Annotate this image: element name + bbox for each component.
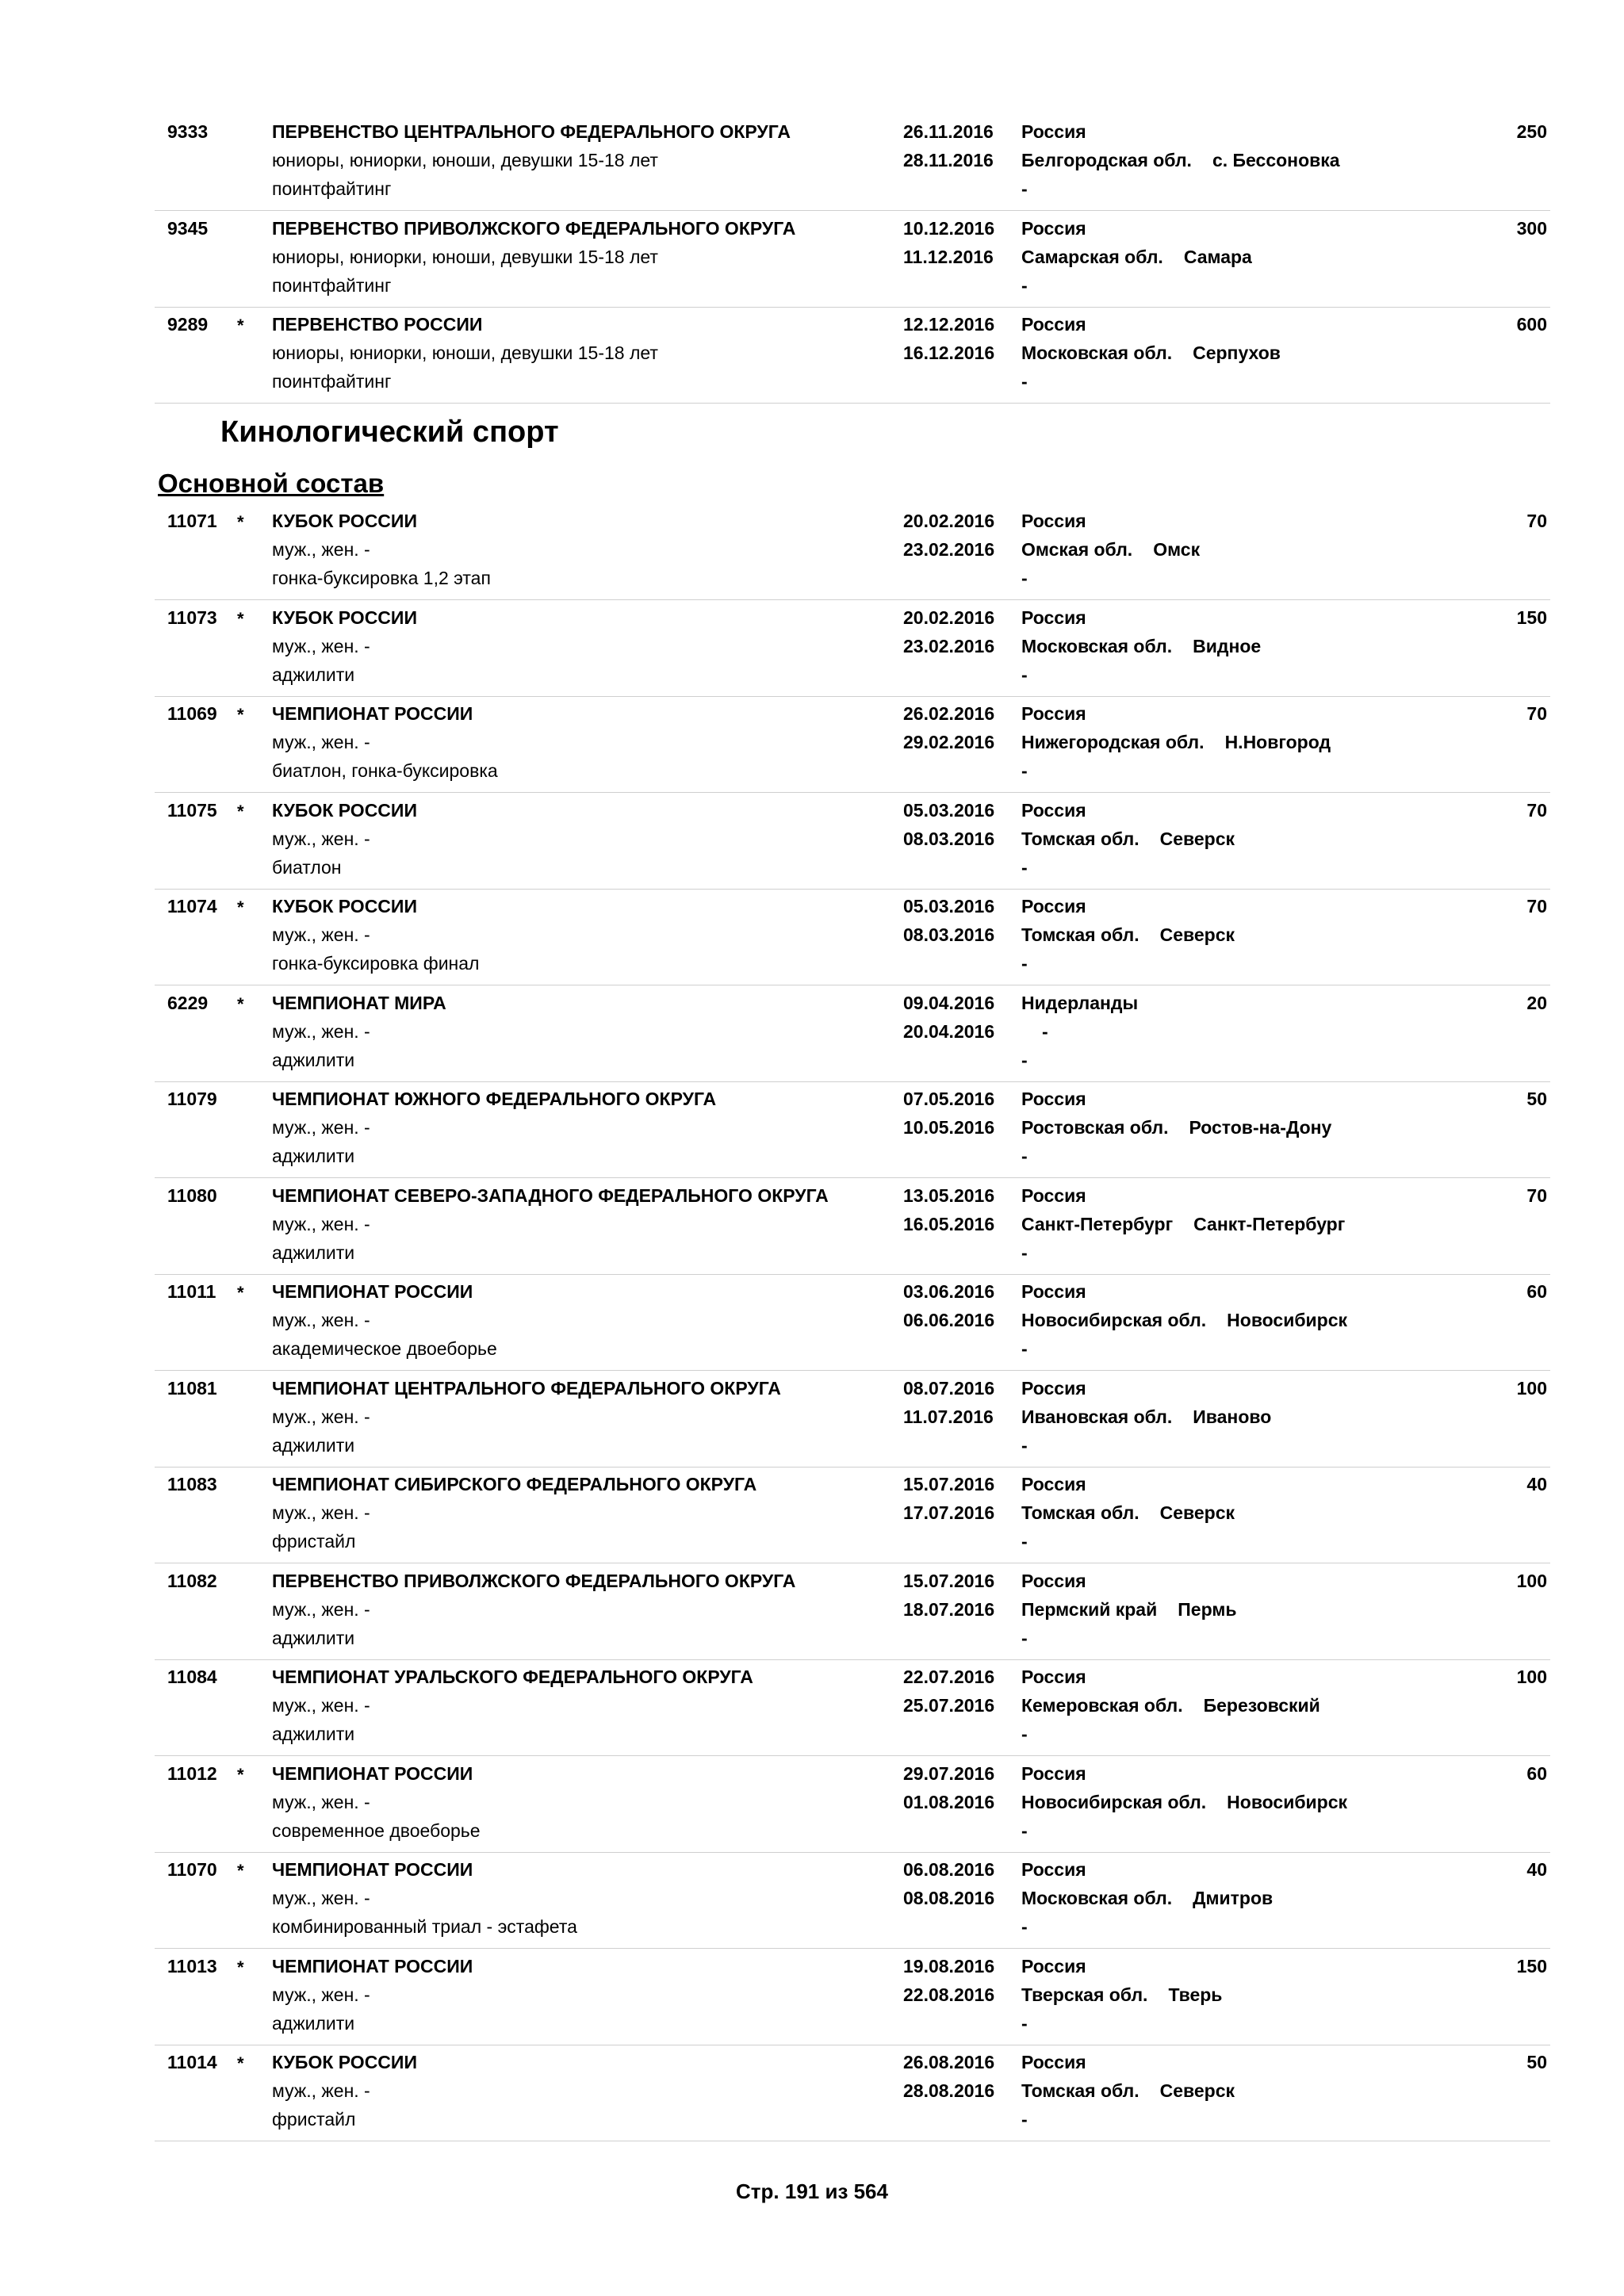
event-region: Нижегородская обл.: [1021, 732, 1205, 752]
event-city: Пермь: [1178, 1598, 1237, 1620]
event-venue-placeholder: -: [1021, 1434, 1028, 1456]
event-country: Россия: [1021, 1184, 1086, 1206]
event-country: Россия: [1021, 1474, 1086, 1494]
event-date-start: 05.03.2016: [903, 896, 995, 916]
priority-star-mark: *: [237, 801, 244, 821]
event-id: 11082: [167, 1570, 217, 1591]
event-participant-count: 70: [1526, 1184, 1547, 1206]
event-venue-placeholder: -: [1021, 274, 1028, 296]
event-location: [1021, 535, 1200, 564]
event-discipline: аджилити: [272, 1434, 355, 1456]
event-region: Московская обл.: [1021, 635, 1173, 656]
event-location: [1021, 2076, 1235, 2105]
event-id: 11075: [167, 799, 217, 821]
event-entry: [155, 211, 1550, 308]
event-city: Дмитров: [1193, 1888, 1274, 1908]
event-date-start: 06.08.2016: [903, 1859, 995, 1880]
event-venue-placeholder: -: [1021, 1049, 1028, 1070]
event-title: ЧЕМПИОНАТ ЮЖНОГО ФЕДЕРАЛЬНОГО ОКРУГА: [272, 1089, 717, 1109]
event-title: ПЕРВЕНСТВО ПРИВОЛЖСКОГО ФЕДЕРАЛЬНОГО ОКРУГА: [272, 1570, 796, 1591]
event-participants: муж., жен. -: [272, 1310, 370, 1330]
event-id: 11081: [167, 1377, 217, 1399]
event-city: Самара: [1183, 246, 1252, 267]
event-city: Серпухов: [1193, 342, 1281, 363]
event-discipline: гонка-буксировка 1,2 этап: [272, 568, 491, 588]
event-entry: [155, 114, 1550, 211]
event-region: Томская обл.: [1021, 2080, 1139, 2101]
event-country: Россия: [1021, 1089, 1086, 1109]
event-title: ЧЕМПИОНАТ УРАЛЬСКОГО ФЕДЕРАЛЬНОГО ОКРУГА: [272, 1667, 753, 1687]
priority-star-mark: *: [237, 1957, 244, 1977]
event-region: Ростовская обл.: [1021, 1117, 1169, 1138]
event-id: 11083: [167, 1474, 217, 1494]
event-venue-placeholder: -: [1021, 760, 1028, 781]
event-city: с. Бессоновка: [1212, 150, 1340, 170]
event-date-start: 07.05.2016: [903, 1089, 995, 1109]
event-participants: муж., жен. -: [272, 1984, 370, 2005]
event-discipline: фристайл: [272, 2109, 356, 2130]
event-title: ЧЕМПИОНАТ РОССИИ: [272, 1281, 473, 1302]
event-date-end: 11.07.2016: [903, 1406, 994, 1427]
event-date-start: 05.03.2016: [903, 799, 995, 821]
event-region: Кемеровская обл.: [1021, 1695, 1183, 1716]
event-id: 11079: [167, 1089, 217, 1109]
event-venue-placeholder: -: [1021, 664, 1028, 685]
event-participant-count: 40: [1526, 1859, 1547, 1880]
event-participant-count: 70: [1526, 511, 1547, 531]
event-participant-count: 20: [1526, 992, 1547, 1013]
event-participant-count: 150: [1516, 1955, 1547, 1976]
event-country: Россия: [1021, 799, 1086, 821]
subsection-title: Основной состав: [158, 469, 385, 498]
event-region: Томская обл.: [1021, 828, 1139, 849]
event-entry: [155, 1563, 1550, 1660]
event-date-start: 15.07.2016: [903, 1570, 995, 1591]
event-city: Северск: [1159, 1502, 1235, 1523]
event-venue-placeholder: -: [1021, 1338, 1028, 1359]
event-city: Тверь: [1168, 1984, 1223, 2005]
event-entry: [155, 1852, 1550, 1949]
event-entry: [155, 600, 1550, 697]
priority-star-mark: *: [237, 512, 244, 532]
event-date-end: 16.05.2016: [903, 1213, 995, 1234]
event-id: 11069: [167, 703, 217, 724]
event-discipline: поинтфайтинг: [272, 371, 392, 392]
event-region: Томская обл.: [1021, 1502, 1139, 1523]
event-date-end: 10.05.2016: [903, 1117, 995, 1138]
event-participants: муж., жен. -: [272, 1213, 370, 1234]
event-participants: юниоры, юниорки, юноши, девушки 15-18 лет: [272, 150, 658, 170]
event-country: Россия: [1021, 1667, 1086, 1687]
event-title: КУБОК РОССИИ: [272, 896, 417, 916]
event-discipline: аджилити: [272, 1049, 355, 1070]
event-date-end: 28.11.2016: [903, 150, 994, 170]
event-id: 9345: [167, 217, 209, 239]
event-date-start: 09.04.2016: [903, 992, 995, 1013]
event-date-end: 22.08.2016: [903, 1984, 995, 2005]
event-venue-placeholder: -: [1021, 371, 1028, 392]
event-participant-count: 70: [1526, 896, 1547, 916]
event-entry: [155, 1371, 1550, 1468]
event-participants: муж., жен. -: [272, 1791, 370, 1812]
event-location: [1021, 1980, 1222, 2009]
page-footer: Стр. 191 из 564: [736, 2179, 888, 2203]
event-participants: муж., жен. -: [272, 1888, 370, 1908]
event-title: КУБОК РОССИИ: [272, 511, 417, 531]
event-date-start: 22.07.2016: [903, 1667, 995, 1687]
event-date-start: 08.07.2016: [903, 1377, 995, 1399]
event-participants: муж., жен. -: [272, 635, 370, 656]
event-date-end: 06.06.2016: [903, 1310, 995, 1330]
priority-star-mark: *: [237, 705, 244, 725]
event-location: [1021, 825, 1235, 853]
event-date-end: 20.04.2016: [903, 1020, 995, 1042]
event-date-start: 15.07.2016: [903, 1474, 995, 1494]
event-participants: муж., жен. -: [272, 1502, 370, 1523]
event-region: Новосибирская обл.: [1021, 1791, 1207, 1812]
event-participants: муж., жен. -: [272, 1695, 370, 1716]
event-date-end: 16.12.2016: [903, 342, 995, 363]
event-region: Пермский край: [1021, 1598, 1158, 1620]
event-entry: [155, 985, 1550, 1082]
event-discipline: современное двоеборье: [272, 1820, 481, 1841]
event-location: [1021, 1306, 1347, 1334]
event-discipline: фристайл: [272, 1531, 356, 1552]
event-id: 11071: [167, 511, 217, 531]
event-title: КУБОК РОССИИ: [272, 607, 417, 628]
event-location: [1021, 728, 1331, 756]
priority-star-mark: *: [237, 1283, 244, 1303]
event-date-end: 08.08.2016: [903, 1888, 995, 1908]
event-date-end: 11.12.2016: [903, 246, 994, 267]
event-discipline: поинтфайтинг: [272, 274, 392, 296]
event-country: Россия: [1021, 314, 1086, 335]
event-participants: муж., жен. -: [272, 539, 370, 560]
event-date-end: 18.07.2016: [903, 1598, 995, 1620]
event-location: [1021, 1210, 1345, 1238]
event-participants: юниоры, юниорки, юноши, девушки 15-18 лет: [272, 246, 658, 267]
event-id: 11014: [167, 2052, 217, 2072]
event-participant-count: 600: [1516, 314, 1547, 335]
event-date-end: 01.08.2016: [903, 1791, 995, 1812]
event-discipline: академическое двоеборье: [272, 1338, 497, 1359]
event-title: ЧЕМПИОНАТ МИРА: [272, 992, 446, 1013]
event-country: Россия: [1021, 896, 1086, 916]
event-title: КУБОК РОССИИ: [272, 2052, 417, 2072]
event-entry: [155, 889, 1550, 985]
event-date-start: 26.08.2016: [903, 2052, 995, 2072]
event-location: [1021, 1017, 1048, 1046]
event-discipline: аджилити: [272, 1724, 355, 1744]
event-participant-count: 60: [1526, 1762, 1547, 1784]
event-location: [1021, 1884, 1273, 1912]
event-country: Россия: [1021, 217, 1086, 239]
event-date-end: 25.07.2016: [903, 1695, 995, 1716]
event-participant-count: 100: [1516, 1667, 1547, 1687]
event-title: ЧЕМПИОНАТ РОССИИ: [272, 1955, 473, 1976]
event-entry: [155, 1756, 1550, 1853]
event-location: [1021, 243, 1252, 271]
event-title: ЧЕМПИОНАТ СИБИРСКОГО ФЕДЕРАЛЬНОГО ОКРУГА: [272, 1474, 757, 1494]
event-participant-count: 60: [1526, 1281, 1547, 1302]
priority-star-mark: *: [237, 2053, 244, 2073]
event-city: Северск: [1159, 924, 1235, 945]
event-location: [1021, 339, 1281, 367]
event-date-start: 19.08.2016: [903, 1955, 995, 1976]
event-id: 11073: [167, 607, 217, 628]
event-title: ПЕРВЕНСТВО ПРИВОЛЖСКОГО ФЕДЕРАЛЬНОГО ОКРУГА: [272, 217, 796, 239]
event-title: КУБОК РОССИИ: [272, 799, 417, 821]
event-participant-count: 50: [1526, 1089, 1547, 1109]
event-date-start: 12.12.2016: [903, 314, 995, 335]
event-date-end: 17.07.2016: [903, 1502, 995, 1523]
event-venue-placeholder: -: [1021, 1531, 1028, 1552]
event-participants: муж., жен. -: [272, 828, 370, 849]
event-date-end: 23.02.2016: [903, 635, 995, 656]
priority-star-mark: *: [237, 993, 244, 1014]
priority-star-mark: *: [237, 608, 244, 629]
event-venue-placeholder: -: [1021, 1724, 1028, 1744]
event-venue-placeholder: -: [1021, 568, 1028, 588]
event-discipline: аджилити: [272, 1627, 355, 1648]
event-id: 11013: [167, 1955, 217, 1976]
event-country: Россия: [1021, 607, 1086, 628]
event-discipline: гонка-буксировка финал: [272, 953, 480, 974]
event-date-end: 08.03.2016: [903, 828, 995, 849]
event-venue-placeholder: -: [1021, 1916, 1028, 1937]
event-id: 9289: [167, 314, 209, 335]
event-participant-count: 250: [1516, 121, 1547, 142]
event-date-start: 29.07.2016: [903, 1762, 995, 1784]
event-date-end: 08.03.2016: [903, 924, 995, 945]
event-date-start: 10.12.2016: [903, 217, 995, 239]
event-entry: [155, 793, 1550, 890]
event-region: Московская обл.: [1021, 1888, 1173, 1908]
event-participants: юниоры, юниорки, юноши, девушки 15-18 лет: [272, 342, 658, 363]
event-discipline: комбинированный триал - эстафета: [272, 1916, 577, 1937]
event-country: Нидерланды: [1021, 992, 1139, 1013]
event-title: ЧЕМПИОНАТ СЕВЕРО-ЗАПАДНОГО ФЕДЕРАЛЬНОГО ОКРУГА: [272, 1184, 829, 1206]
event-entry: [155, 696, 1550, 793]
event-venue-placeholder: -: [1021, 1146, 1028, 1166]
event-country: Россия: [1021, 1955, 1086, 1976]
event-id: 11011: [167, 1281, 216, 1302]
event-region: Белгородская обл.: [1021, 150, 1192, 170]
event-discipline: аджилити: [272, 2012, 355, 2034]
event-entry: [155, 1081, 1550, 1178]
event-city: Новосибирск: [1227, 1310, 1348, 1330]
event-country: Россия: [1021, 1762, 1086, 1784]
event-participant-count: 100: [1516, 1570, 1547, 1591]
event-location: [1021, 632, 1261, 660]
event-title: ПЕРВЕНСТВО ЦЕНТРАЛЬНОГО ФЕДЕРАЛЬНОГО ОКРУГА: [272, 121, 791, 142]
event-region: Омская обл.: [1021, 539, 1133, 560]
event-city: Санкт-Петербург: [1193, 1213, 1346, 1234]
event-venue-placeholder: -: [1021, 2109, 1028, 2130]
event-entry: [155, 1467, 1550, 1563]
event-participants: муж., жен. -: [272, 732, 370, 752]
event-discipline: биатлон, гонка-буксировка: [272, 760, 498, 781]
event-venue-placeholder: -: [1021, 2012, 1028, 2034]
event-location: [1021, 1498, 1235, 1527]
event-region: Томская обл.: [1021, 924, 1139, 945]
event-id: 9333: [167, 121, 209, 142]
priority-star-mark: *: [237, 316, 244, 335]
event-location: [1021, 1113, 1331, 1142]
event-country: Россия: [1021, 1377, 1086, 1399]
event-entry: [155, 503, 1550, 600]
event-city: Н.Новгород: [1224, 732, 1331, 752]
event-entry: [155, 1949, 1550, 2045]
event-city: -: [1042, 1020, 1048, 1042]
event-location: [1021, 1595, 1236, 1624]
event-title: ЧЕМПИОНАТ ЦЕНТРАЛЬНОГО ФЕДЕРАЛЬНОГО ОКРУГА: [272, 1377, 781, 1399]
event-date-start: 13.05.2016: [903, 1184, 995, 1206]
event-date-start: 26.11.2016: [903, 121, 994, 142]
event-entry: [155, 1178, 1550, 1275]
event-city: Видное: [1193, 635, 1262, 656]
event-venue-placeholder: -: [1021, 178, 1028, 199]
event-date-start: 03.06.2016: [903, 1281, 995, 1302]
event-participants: муж., жен. -: [272, 924, 370, 945]
event-date-start: 20.02.2016: [903, 607, 995, 628]
event-participants: муж., жен. -: [272, 1117, 370, 1138]
event-discipline: аджилити: [272, 664, 355, 685]
event-title: ЧЕМПИОНАТ РОССИИ: [272, 1859, 473, 1880]
event-date-end: 28.08.2016: [903, 2080, 995, 2101]
event-participant-count: 150: [1516, 607, 1547, 628]
event-title: ПЕРВЕНСТВО РОССИИ: [272, 314, 483, 335]
event-date-start: 26.02.2016: [903, 703, 995, 724]
event-participant-count: 70: [1526, 799, 1547, 821]
event-id: 11074: [167, 896, 217, 916]
event-discipline: аджилити: [272, 1242, 355, 1263]
event-discipline: биатлон: [272, 856, 342, 878]
priority-star-mark: *: [237, 1861, 244, 1881]
event-region: Новосибирская обл.: [1021, 1310, 1207, 1330]
event-participants: муж., жен. -: [272, 1020, 370, 1042]
event-country: Россия: [1021, 121, 1086, 142]
event-city: Северск: [1159, 828, 1235, 849]
event-city: Северск: [1159, 2080, 1235, 2101]
event-venue-placeholder: -: [1021, 953, 1028, 974]
event-region: Московская обл.: [1021, 342, 1173, 363]
event-entry: [155, 2045, 1550, 2141]
event-venue-placeholder: -: [1021, 1627, 1028, 1648]
event-participants: муж., жен. -: [272, 1598, 370, 1620]
event-city: Омск: [1153, 539, 1201, 560]
event-entry: [155, 1659, 1550, 1756]
event-id: 11084: [167, 1667, 217, 1687]
event-title: ЧЕМПИОНАТ РОССИИ: [272, 703, 473, 724]
event-country: Россия: [1021, 1570, 1086, 1591]
event-city: Новосибирск: [1227, 1791, 1348, 1812]
event-discipline: аджилити: [272, 1146, 355, 1166]
event-entry: [155, 1274, 1550, 1371]
event-country: Россия: [1021, 1859, 1086, 1880]
event-location: [1021, 146, 1340, 174]
event-venue-placeholder: -: [1021, 856, 1028, 878]
event-participant-count: 300: [1516, 217, 1547, 239]
event-participant-count: 50: [1526, 2052, 1547, 2072]
event-entry: [155, 307, 1550, 404]
event-participant-count: 70: [1526, 703, 1547, 724]
event-participants: муж., жен. -: [272, 2080, 370, 2101]
event-region: Тверская обл.: [1021, 1984, 1148, 2005]
event-venue-placeholder: -: [1021, 1820, 1028, 1841]
event-region: Самарская обл.: [1021, 246, 1163, 267]
event-region: Ивановская обл.: [1021, 1406, 1173, 1427]
event-id: 6229: [167, 992, 209, 1013]
event-participants: муж., жен. -: [272, 1406, 370, 1427]
event-location: [1021, 1402, 1271, 1431]
event-venue-placeholder: -: [1021, 1242, 1028, 1263]
sport-title: Кинологический спорт: [220, 415, 559, 449]
event-city: Иваново: [1193, 1406, 1272, 1427]
priority-star-mark: *: [237, 1764, 244, 1785]
event-location: [1021, 920, 1235, 949]
event-city: Ростов-на-Дону: [1189, 1117, 1332, 1138]
event-discipline: поинтфайтинг: [272, 178, 392, 199]
event-title: ЧЕМПИОНАТ РОССИИ: [272, 1762, 473, 1784]
event-country: Россия: [1021, 1281, 1086, 1302]
event-country: Россия: [1021, 703, 1086, 724]
event-id: 11012: [167, 1762, 217, 1784]
event-id: 11070: [167, 1859, 217, 1880]
event-city: Березовский: [1203, 1695, 1320, 1716]
event-country: Россия: [1021, 2052, 1086, 2072]
event-participant-count: 100: [1516, 1377, 1547, 1399]
event-date-end: 29.02.2016: [903, 732, 995, 752]
priority-star-mark: *: [237, 897, 244, 917]
event-participant-count: 40: [1526, 1474, 1547, 1494]
event-date-end: 23.02.2016: [903, 539, 995, 560]
event-location: [1021, 1691, 1320, 1720]
event-date-start: 20.02.2016: [903, 511, 995, 531]
event-country: Россия: [1021, 511, 1086, 531]
event-location: [1021, 1788, 1347, 1816]
event-region: Санкт-Петербург: [1021, 1213, 1174, 1234]
event-id: 11080: [167, 1184, 217, 1206]
